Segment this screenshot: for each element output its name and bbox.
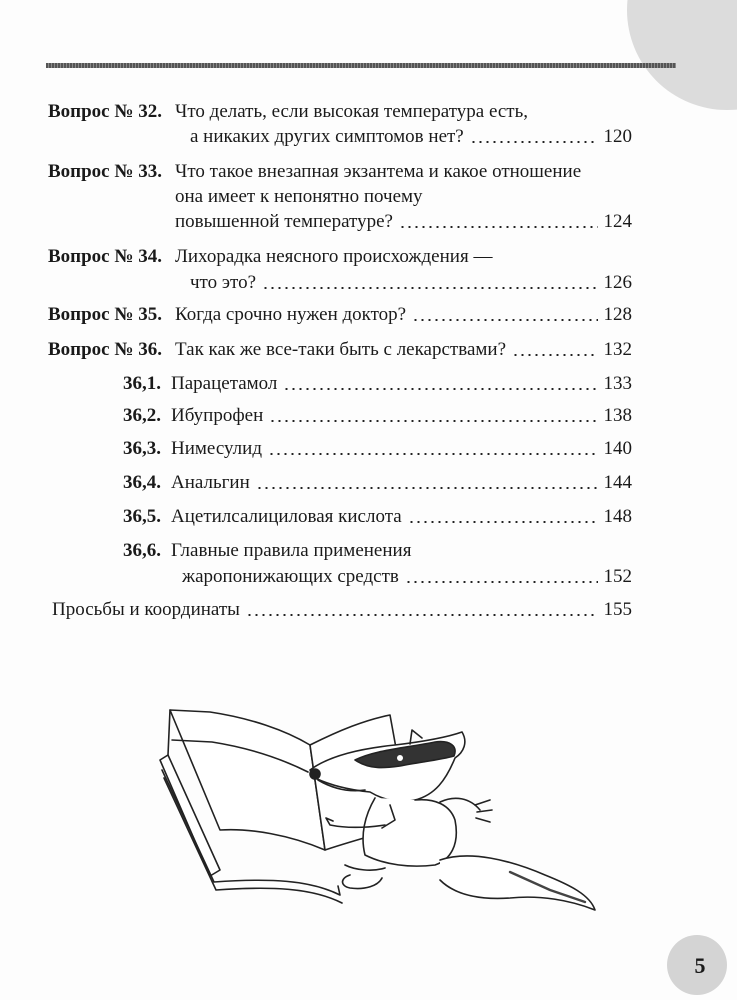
toc-title: Нимесулид bbox=[171, 438, 262, 459]
page-number-badge bbox=[667, 935, 727, 995]
toc-title: Что делать, если высокая температура есть, bbox=[175, 101, 529, 122]
leader-dots bbox=[412, 319, 597, 321]
toc-title: что это? bbox=[190, 272, 256, 293]
toc-page-number: 126 bbox=[603, 272, 632, 293]
leader-dots bbox=[256, 487, 598, 489]
toc-label: Вопрос № 34. bbox=[48, 246, 162, 267]
toc-label: Вопрос № 35. bbox=[48, 304, 162, 325]
badger-reading-book-illustration bbox=[150, 700, 610, 920]
toc-label: Вопрос № 36. bbox=[48, 339, 162, 360]
toc-label: 36,3. bbox=[123, 438, 161, 459]
toc-title: Парацетамол bbox=[171, 373, 278, 394]
leader-dots bbox=[470, 141, 598, 143]
toc-title: повышенной температуре? bbox=[175, 211, 393, 232]
toc-title: Ацетилсалициловая кислота bbox=[171, 506, 402, 527]
toc-title: Ибупрофен bbox=[171, 405, 264, 426]
toc-title: Так как же все-таки быть с лекарствами? bbox=[175, 339, 507, 360]
leader-dots bbox=[246, 614, 598, 616]
leader-dots bbox=[269, 420, 597, 422]
leader-dots bbox=[408, 521, 598, 523]
toc-title: Что такое внезапная экзантема и какое отношение bbox=[175, 161, 582, 182]
toc-page-number: 140 bbox=[603, 438, 632, 459]
toc-label: 36,2. bbox=[123, 405, 161, 426]
toc-page-number: 133 bbox=[603, 373, 632, 394]
leader-dots bbox=[405, 581, 598, 583]
toc-title: Когда срочно нужен доктор? bbox=[175, 304, 407, 325]
leader-dots bbox=[512, 354, 597, 356]
leader-dots bbox=[262, 287, 598, 289]
toc-label: Вопрос № 33. bbox=[48, 161, 162, 182]
toc-label: 36,4. bbox=[123, 472, 161, 493]
toc-label: 36,1. bbox=[123, 373, 161, 394]
toc-page-number: 132 bbox=[603, 339, 632, 360]
toc-page-number: 152 bbox=[603, 566, 632, 587]
leader-dots bbox=[399, 226, 598, 228]
toc-title: жаропонижающих средств bbox=[182, 566, 399, 587]
toc-page-number: 128 bbox=[603, 304, 632, 325]
toc-label: 36,5. bbox=[123, 506, 161, 527]
toc-page-number: 144 bbox=[603, 472, 632, 493]
toc-title: Просьбы и координаты bbox=[52, 599, 240, 620]
toc-title: Лихорадка неясного происхождения — bbox=[175, 246, 493, 267]
toc-page-number: 120 bbox=[603, 126, 632, 147]
toc-title: она имеет к непонятно почему bbox=[175, 186, 423, 207]
leader-dots bbox=[268, 453, 598, 455]
page-number: 5 bbox=[694, 953, 706, 978]
toc-label: 36,6. bbox=[123, 540, 161, 561]
toc-title: а никаких других симптомов нет? bbox=[190, 126, 464, 147]
toc-page-number: 155 bbox=[603, 599, 632, 620]
toc-title: Главные правила применения bbox=[171, 540, 412, 561]
toc-page-number: 148 bbox=[603, 506, 632, 527]
toc-page-number: 138 bbox=[603, 405, 632, 426]
toc-label: Вопрос № 32. bbox=[48, 101, 162, 122]
toc-page-number: 124 bbox=[603, 211, 632, 232]
leader-dots bbox=[283, 388, 597, 390]
toc-title: Анальгин bbox=[171, 472, 250, 493]
